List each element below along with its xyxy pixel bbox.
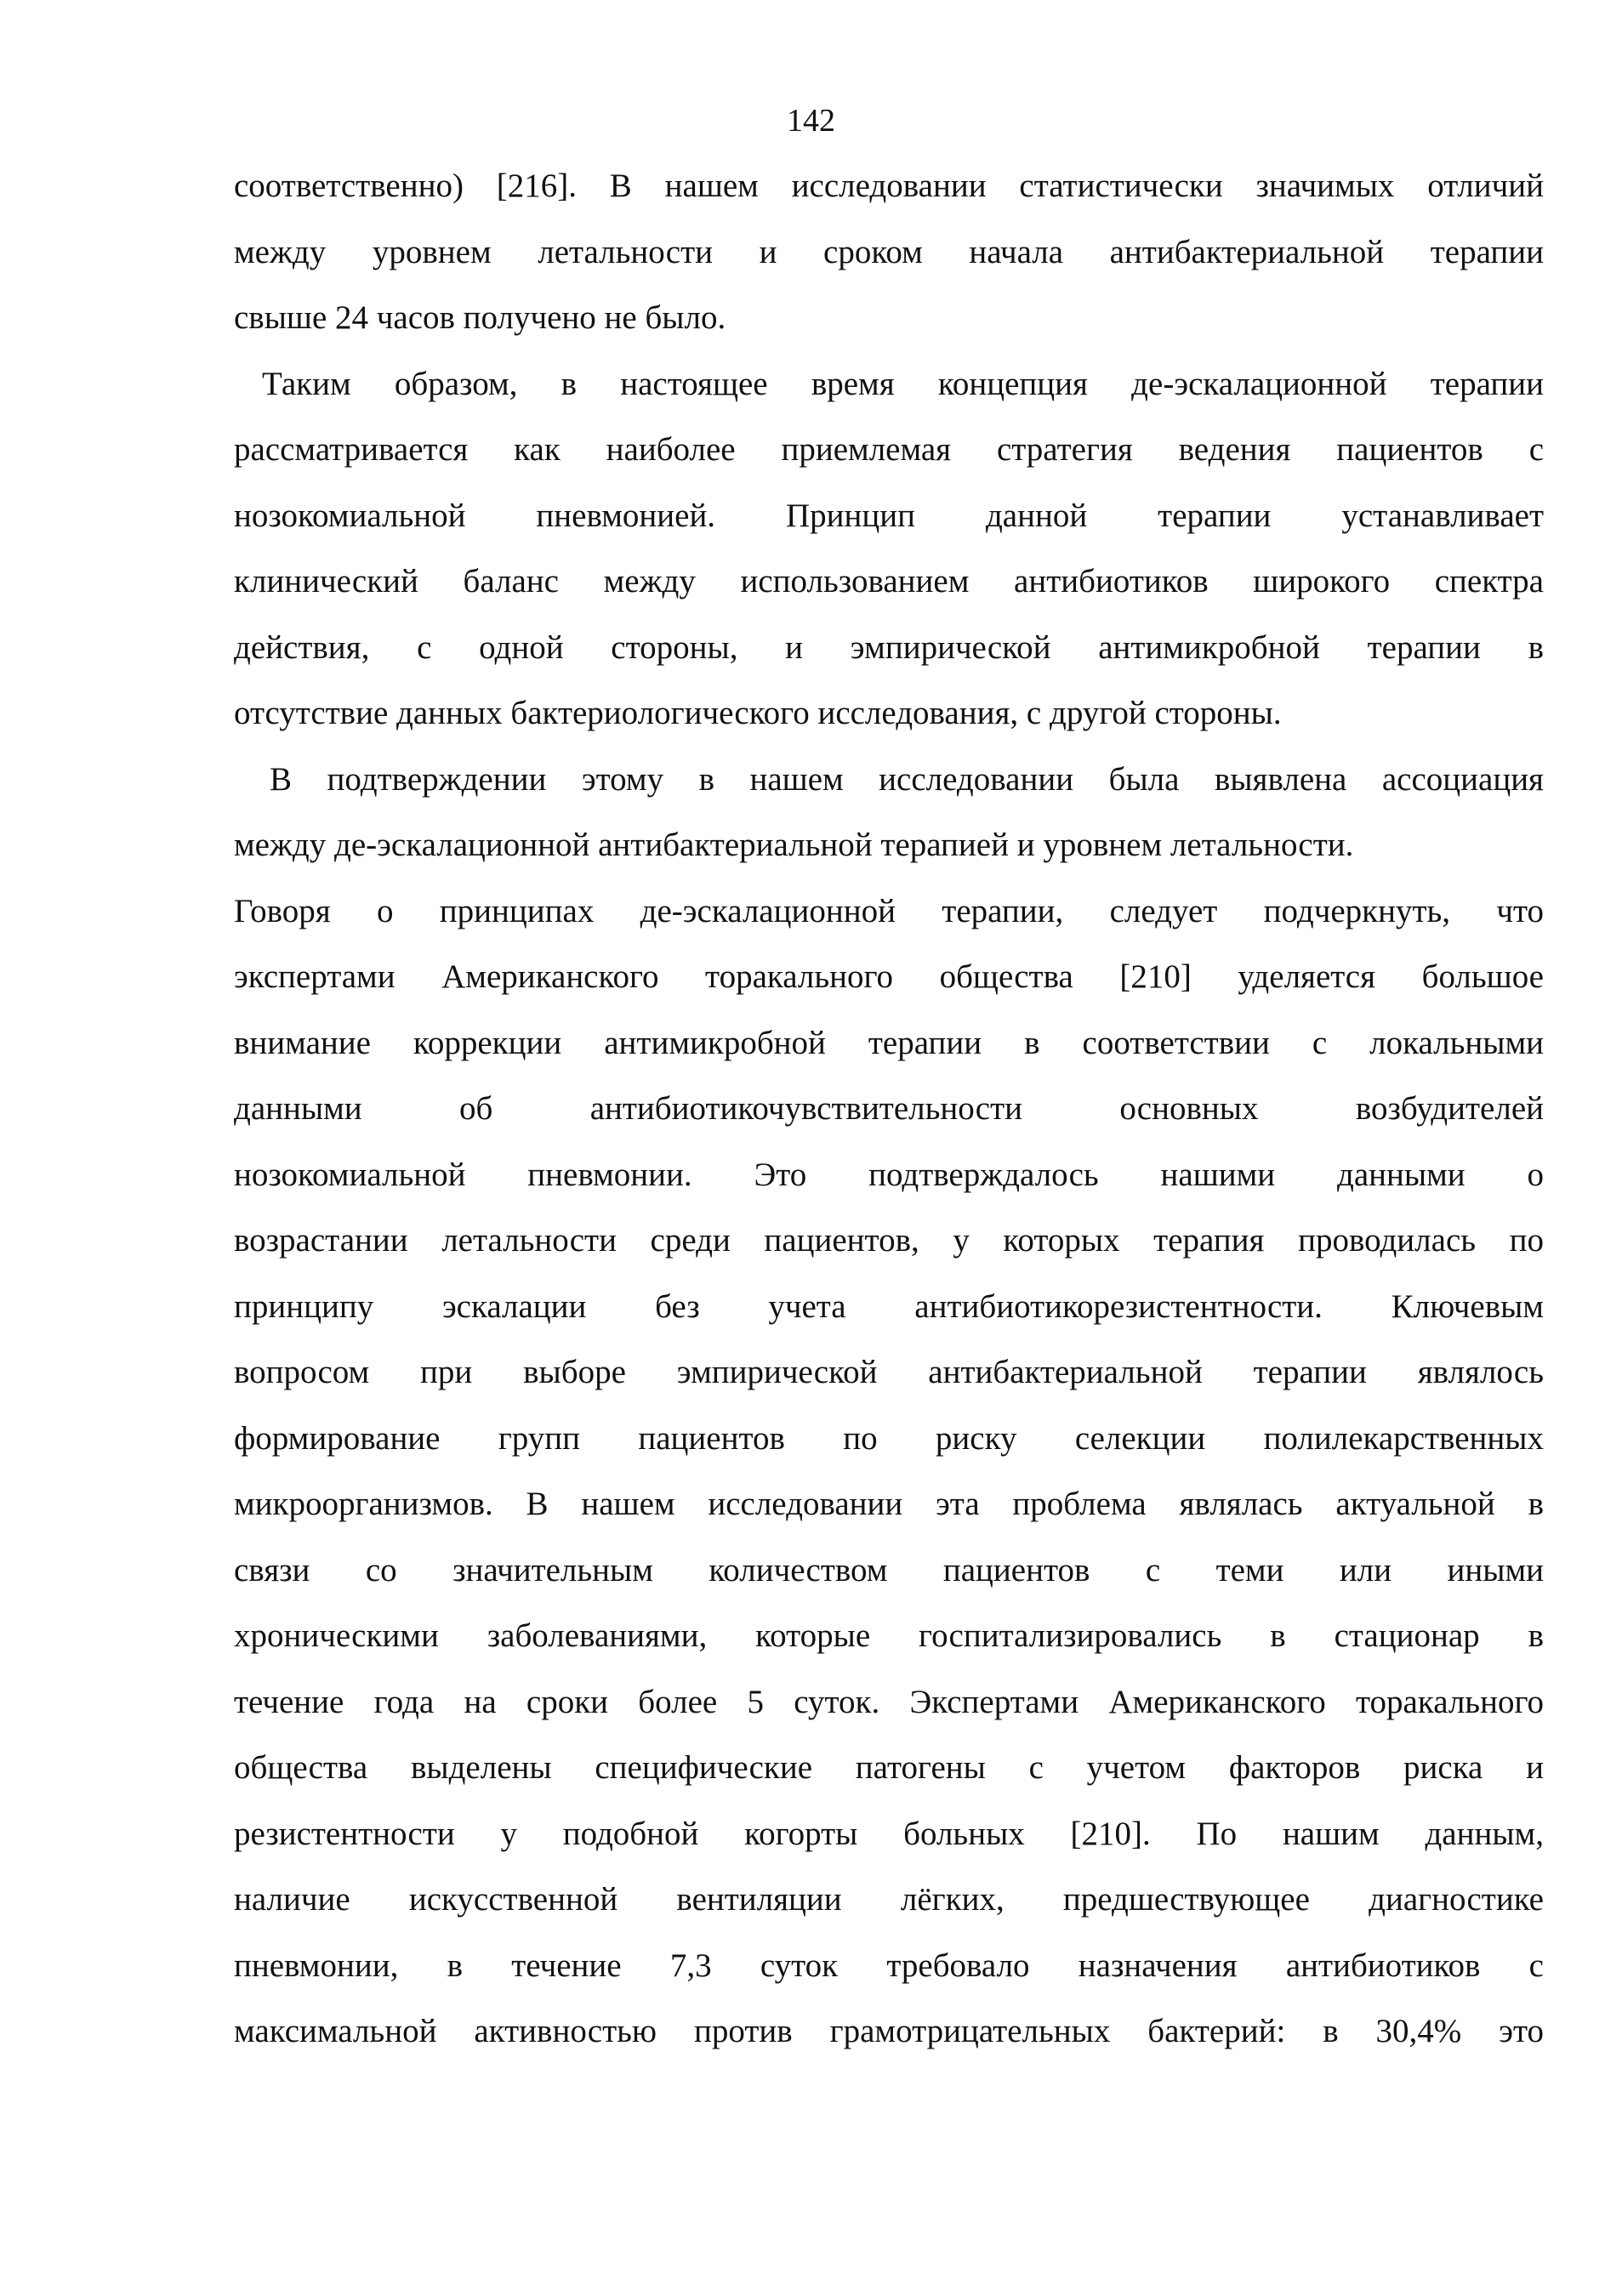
- text-line: течение года на сроки более 5 суток. Экспертами Американского торакального: [234, 1683, 1544, 1720]
- text-line: нозокомиальной пневмонии. Это подтверждалось нашими данными о: [234, 1156, 1544, 1193]
- text-line: наличие искусственной вентиляции лёгких, предшествующее диагностике: [234, 1881, 1544, 1918]
- text-line: общества выделены специфические патогены с учетом факторов риска и: [234, 1749, 1544, 1786]
- text-line: вопросом при выборе эмпирической антибактериальной терапии являлось: [234, 1354, 1544, 1390]
- page-number: 142: [787, 103, 835, 139]
- text-line: микроорганизмов. В нашем исследовании эта проблема являлась актуальной в: [234, 1486, 1544, 1522]
- text-line: отсутствие данных бактериологического исследования, с другой стороны.: [234, 695, 1282, 731]
- text-line: Таким образом, в настоящее время концепция де-эскалационной терапии: [262, 365, 1544, 402]
- text-line: пневмонии, в течение 7,3 суток требовало назначения антибиотиков с: [234, 1946, 1544, 1984]
- text-line: действия, с одной стороны, и эмпирической антимикробной терапии в: [234, 628, 1544, 666]
- text-line: В подтверждении этому в нашем исследовании была выявлена ассоциация: [270, 760, 1544, 798]
- text-line: Говоря о принципах де-эскалационной терапии, следует подчеркнуть, что: [234, 892, 1544, 929]
- text-line: между де-эскалационной антибактериальной терапией и уровнем летальности.: [234, 827, 1354, 863]
- text-line: резистентности у подобной когорты больных [210]. По нашим данным,: [234, 1815, 1544, 1852]
- text-line: клинический баланс между использованием антибиотиков широкого спектра: [234, 563, 1544, 600]
- text-line: возрастании летальности среди пациентов, у которых терапия проводилась по: [234, 1222, 1544, 1259]
- body-text: [234, 153, 1544, 2065]
- text-line: экспертами Американского торакального общества [210] уделяется большое: [234, 958, 1544, 995]
- text-line: связи со значительным количеством пациентов с теми или иными: [234, 1551, 1544, 1588]
- text-line: внимание коррекции антимикробной терапии в соответствии с локальными: [234, 1024, 1544, 1061]
- text-line: данными об антибиотикочувствительности основных возбудителей: [234, 1090, 1544, 1127]
- text-line: максимальной активностью против грамотрицательных бактерий: в 30,4% это: [234, 2013, 1544, 2049]
- text-line: соответственно) [216]. В нашем исследовании статистически значимых отличий: [234, 168, 1544, 204]
- text-line: между уровнем летальности и сроком начала антибактериальной терапии: [234, 233, 1544, 270]
- text-line: нозокомиальной пневмонией. Принцип данной терапии устанавливает: [234, 497, 1544, 534]
- text-line: принципу эскалации без учета антибиотикорезистентности. Ключевым: [234, 1287, 1544, 1325]
- text-line: формирование групп пациентов по риску селекции полилекарственных: [234, 1419, 1544, 1457]
- text-line: свыше 24 часов получено не было.: [234, 299, 726, 336]
- text-line: хроническими заболеваниями, которые госпитализировались в стационар в: [234, 1617, 1544, 1654]
- text-line: рассматривается как наиболее приемлемая стратегия ведения пациентов с: [234, 431, 1544, 468]
